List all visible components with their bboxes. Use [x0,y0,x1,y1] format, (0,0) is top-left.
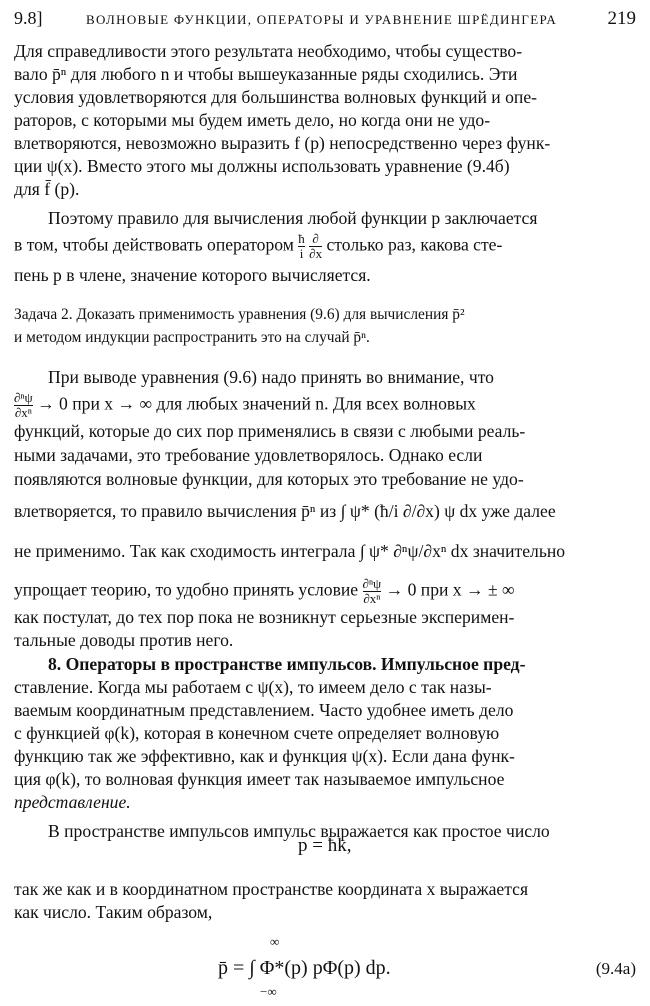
text-fragment: в том, чтобы действовать оператором [14,234,294,255]
text-fragment: → 0 при x → ∞ для любых значений n. Для всех волновых [37,393,476,414]
section-ref: 9.8] [14,8,43,28]
text-line: функций, которые до сих пор применялись в связи с любыми реаль- [14,421,526,441]
text-line: ваемым координатным представлением. Часто удобнее иметь дело [14,700,514,720]
text-line: Поэтому правило для вычисления любой функции p заключается [48,208,538,228]
text-fragment: столько раз, какова сте- [326,234,503,255]
derivative-fraction: $\frac{\text{∂ⁿψ}}{\text{∂xⁿ}}$ [362,577,382,606]
section-heading: 8. Операторы в пространстве импульсов. Импульсное пред- [48,654,526,674]
text-fragment: не применимо. Так как сходимость интеграла [14,541,356,561]
text-line: как число. Таким образом, [14,902,213,922]
text-line: При выводе уравнения (9.6) надо принять во внимание, что [48,367,494,387]
text-line: пень p в члене, значение которого вычисляется. [14,265,371,285]
text-line: тальные доводы против него. [14,630,234,650]
limit-line [14,577,638,606]
text-line: раторов, с которыми мы будем иметь дело, но когда они не удо- [14,110,491,130]
task-line: Задача 2. Доказать применимость уравнения (9.6) для вычисления p̄² [14,306,465,323]
limit-line [14,391,638,420]
text-line: ции ψ(x). Вместо этого мы должны использовать уравнение (9.4б) [14,156,510,176]
text-fragment: влетворяется, то правило вычисления p̄ⁿ из [14,501,337,521]
derivative-fraction: $\frac{\text{∂ⁿψ}}{\text{∂xⁿ}}$ [14,391,33,420]
page-number: 219 [607,8,636,29]
operator-d-dx: $\frac{\partial}{\partial x}$ [309,232,323,261]
text-line: Для справедливости этого результата необходимо, чтобы существо- [14,41,523,61]
integral-lower-limit: −∞ [260,984,277,999]
text-line: так же как и в координатном пространстве координата x выражается [14,879,529,899]
text-fragment: значительно [472,541,566,561]
text-fragment: уже далее [481,501,556,521]
integral-line [14,540,638,563]
equation-p-hk: p = ħk, [298,835,352,856]
operator-hbar-over-i: $\frac{ħ}{i}$ [298,232,305,261]
text-line: В пространстве импульсов импульс выражается как простое число [48,821,550,841]
text-line: с функцией φ(k), которая в конечном счете определяет волновую [14,723,500,743]
text-line: функцию так же эффективно, как и функция ψ(x). Если дана функ- [14,746,515,766]
text-line: условия удовлетворяются для большинства волновых функций и опе- [14,87,538,107]
text-line: ными задачами, это требование удовлетворялось. Однако если [14,445,483,465]
equation-number: (9.4a) [595,959,636,978]
integral-upper-limit: ∞ [270,934,280,949]
text-line: появляются волновые функции, для которых это требование не удо- [14,469,524,489]
text-line: ставление. Когда мы работаем с ψ(x), то имеем дело с так назы- [14,677,492,697]
operator-line [14,232,638,261]
text-fragment: упрощает теорию, то удобно принять условие [14,579,359,600]
text-line: ция φ(k), то волновая функция имеет так называемое импульсное [14,769,505,789]
text-line: влетворяются, невозможно выразить f (p) непосредственно через функ- [14,133,551,153]
integral-expression: ∫ ψ* (ħ/i ∂/∂x) ψ dx [340,501,478,521]
task-line: и методом индукции распространить это на случай p̄ⁿ. [14,329,370,346]
page-header [14,8,636,34]
text-fragment: → 0 при x → ± ∞ [385,579,515,600]
equation-p-mean: p̄ = ∫ Φ*(p) pΦ(p) dp. [218,957,391,979]
text-line: как постулат, до тех пор пока не возникнут серьезные эксперимен- [14,607,515,627]
integral-expression: ∫ ψ* ∂ⁿψ/∂xⁿ dx [359,541,469,561]
text-line: представление. [14,792,131,812]
text-line: вало p̄ⁿ для любого n и чтобы вышеуказанные ряды сходились. Эти [14,64,518,84]
text-line: для f̄ (p). [14,179,80,199]
running-title: ВОЛНОВЫЕ ФУНКЦИИ, ОПЕРАТОРЫ И УРАВНЕНИЕ ШРЁДИНГЕРА [86,12,558,27]
integral-line [14,500,638,523]
